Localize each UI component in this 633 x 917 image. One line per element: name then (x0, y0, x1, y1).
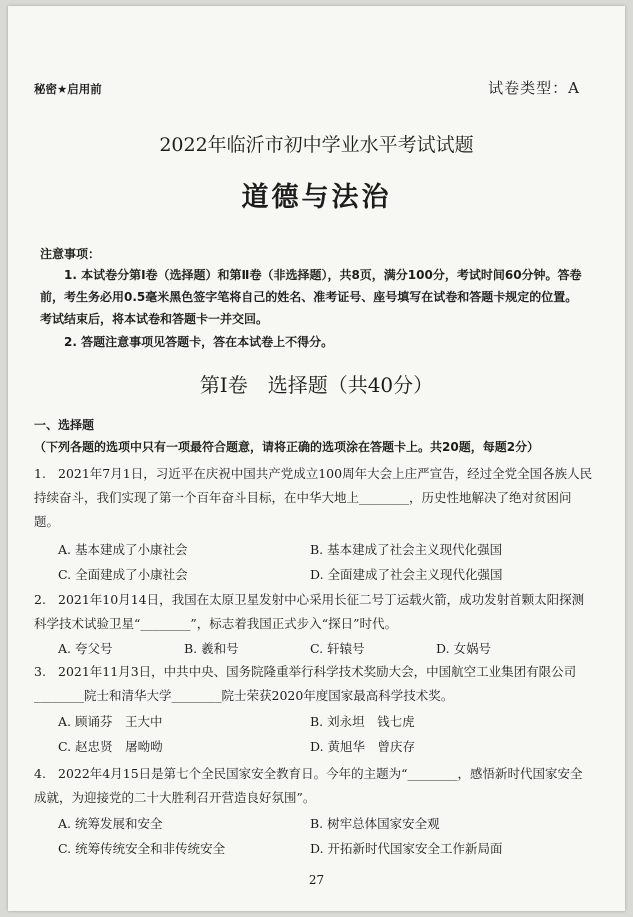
part-label: 一、选择题 (34, 418, 95, 432)
section-title: 第Ⅰ卷 选择题（共40分） (199, 373, 434, 397)
question-text: 2022年4月15日是第七个全民国家安全教育日。今年的主题为“________，感悟新时代国家安全成就，为迎接党的二十大胜利召开营造良好氛围”。 (34, 766, 583, 805)
option-a[interactable]: A. 顾诵芬 王大中 (58, 714, 163, 729)
question-text: 2021年7月1日，习近平在庆祝中国共产党成立100周年大会上庄严宣告，经过全党全国各族人民持续奋斗，我们实现了第一个百年奋斗目标，在中华大地上________，历史性地解决了绝对贫困问题。 (34, 466, 593, 529)
confidential-label: 秘密★启用前 (34, 82, 102, 96)
option-d[interactable]: D. 女娲号 (436, 641, 492, 656)
option-b[interactable]: B. 树牢总体国家安全观 (310, 816, 440, 831)
paper-type: 试卷类型：A (488, 79, 580, 97)
question-2 (34, 588, 594, 636)
option-d[interactable]: D. 全面建成了社会主义现代化强国 (310, 567, 503, 582)
option-b[interactable]: B. 羲和号 (184, 641, 239, 656)
option-c[interactable]: C. 轩辕号 (310, 641, 365, 656)
option-d[interactable]: D. 黄旭华 曾庆存 (310, 739, 416, 754)
part-instructions (34, 414, 594, 458)
notice-heading: 注意事项： (40, 247, 101, 261)
exam-page (8, 6, 625, 911)
notice-item-1: 1. 本试卷分第Ⅰ卷（选择题）和第Ⅱ卷（非选择题），共8页，满分100分，考试时间60分钟。答卷前，考生务必用0.5毫米黑色签字笔将自己的姓名、准考证号、座号填写在试卷和答题卡规定的位置。考试结束后，将本试卷和答题卡一并交回。 (40, 268, 582, 326)
option-c[interactable]: C. 赵忠贤 屠呦呦 (58, 739, 163, 754)
part-description: （下列各题的选项中只有一项最符合题意，请将正确的选项涂在答题卡上。共20题，每题2分） (34, 440, 540, 454)
option-b[interactable]: B. 基本建成了社会主义现代化强国 (310, 542, 503, 557)
exam-title: 2022年临沂市初中学业水平考试试题 (159, 134, 474, 156)
subject-title: 道德与法治 (241, 182, 392, 213)
question-1 (34, 462, 594, 534)
option-a[interactable]: A. 统筹发展和安全 (58, 816, 163, 831)
question-3 (34, 660, 594, 708)
option-a[interactable]: A. 基本建成了小康社会 (58, 542, 188, 557)
option-b[interactable]: B. 刘永坦 钱七虎 (310, 714, 415, 729)
question-number: 3. (34, 664, 46, 679)
option-c[interactable]: C. 统筹传统安全和非传统安全 (58, 841, 226, 856)
option-d[interactable]: D. 开拓新时代国家安全工作新局面 (310, 841, 503, 856)
question-text: 2021年10月14日，我国在太原卫星发射中心采用长征二号丁运载火箭，成功发射首颗太阳探测科学技术试验卫星“________”，标志着我国正式步入“探日”时代。 (34, 592, 585, 631)
question-number: 2. (34, 592, 46, 607)
question-text: 2021年11月3日，中共中央、国务院隆重举行科学技术奖励大会，中国航空工业集团有限公司________院士和清华大学________院士荣获2020年度国家最高科学技术奖。 (34, 664, 577, 703)
question-4 (34, 762, 594, 810)
notice-item-2: 2. 答题注意事项见答题卡，答在本试卷上不得分。 (64, 335, 334, 349)
question-number: 1. (34, 466, 46, 481)
option-c[interactable]: C. 全面建成了小康社会 (58, 567, 188, 582)
page-number: 27 (308, 873, 325, 887)
option-a[interactable]: A. 夸父号 (58, 641, 113, 656)
question-number: 4. (34, 766, 46, 781)
